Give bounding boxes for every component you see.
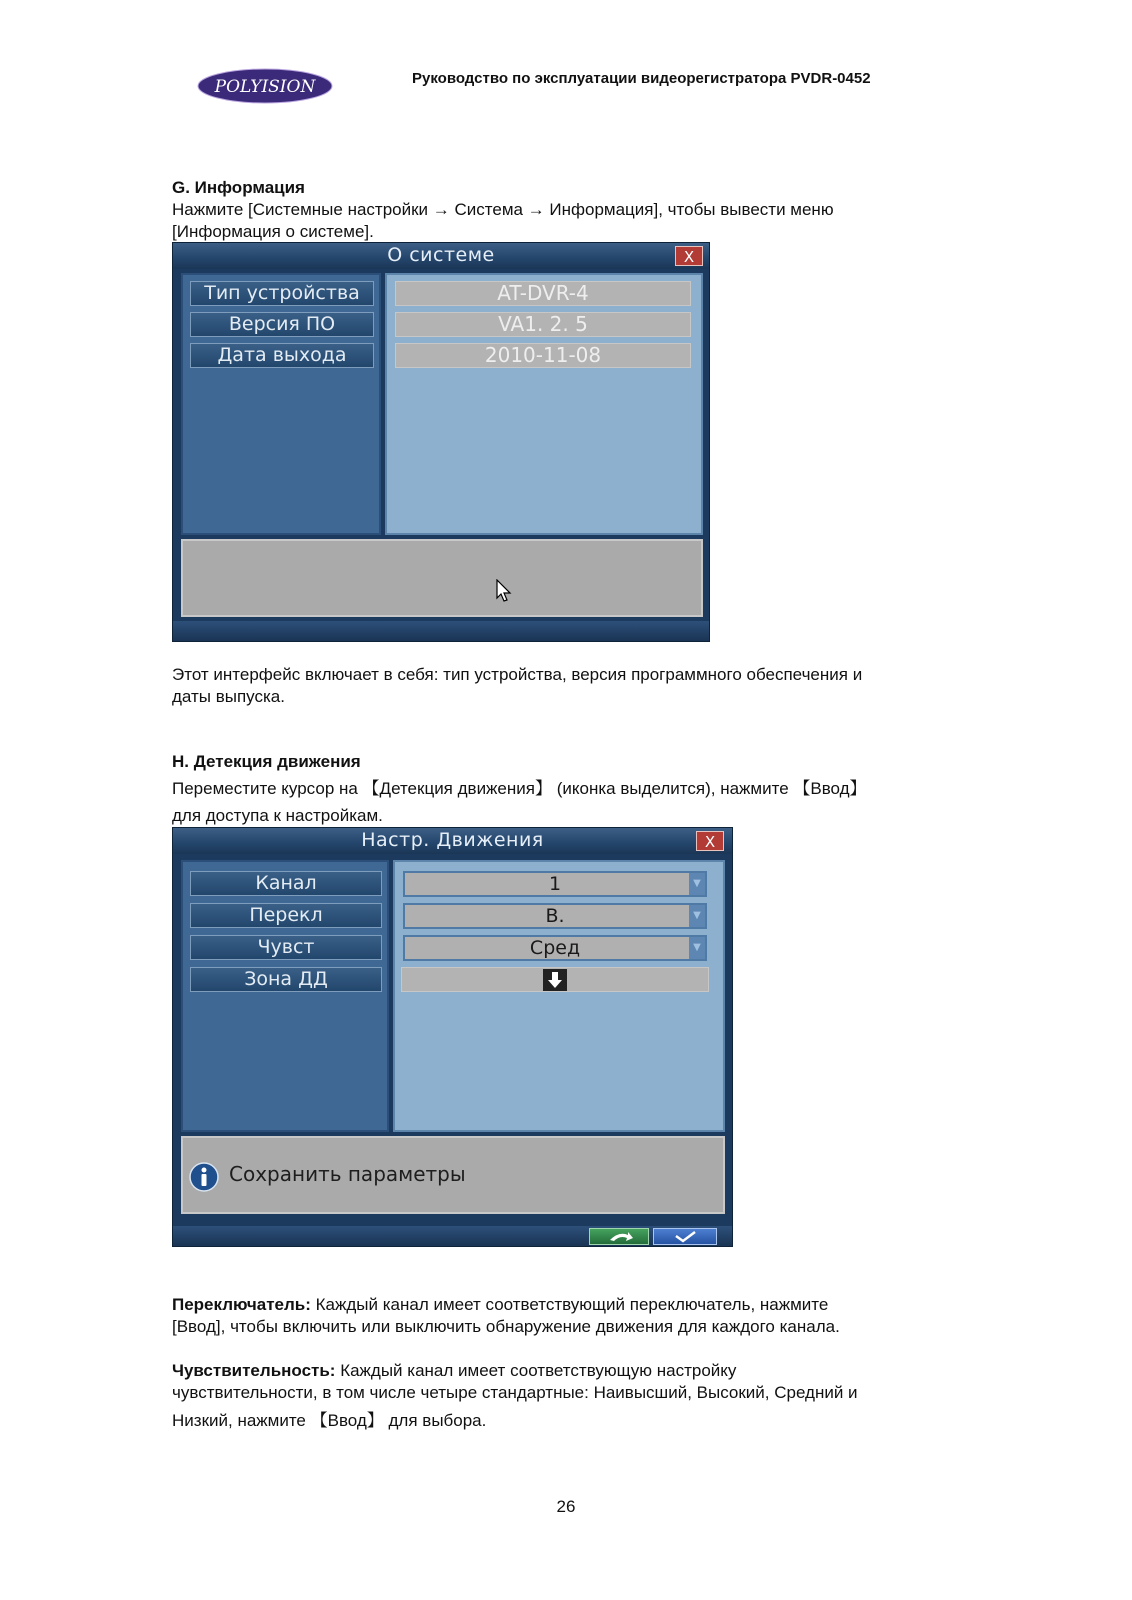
switch-line1: Каждый канал имеет соответствующий переключатель, нажмите (310, 1295, 829, 1314)
channel-value: 1 (548, 873, 562, 895)
label-sensitivity: Чувст (190, 935, 382, 960)
status-message: Сохранить параметры (229, 1162, 466, 1186)
logo-text: POLYISION (214, 77, 316, 97)
label-motion-zone: Зона ДД (190, 967, 382, 992)
switch-select[interactable] (403, 903, 707, 929)
window-titlebar (173, 828, 732, 854)
confirm-button[interactable] (653, 1228, 717, 1245)
chevron-down-icon: ▼ (689, 873, 705, 895)
value-device-type: AT-DVR-4 (395, 281, 691, 306)
sensitivity-line1: Каждый канал имеет соответствующую настройку (335, 1361, 737, 1380)
switch-value: В. (545, 905, 565, 927)
info-value-pane (385, 273, 703, 535)
window-footer-bar (173, 621, 709, 641)
value-release-date: 2010-11-08 (395, 343, 691, 368)
switch-paragraph-line2: [Ввод], чтобы включить или выключить обнаружение движения для каждого канала. (172, 1317, 840, 1336)
sensitivity-paragraph-line2: чувствительности, в том числе четыре стандартные: Наивысший, Высокий, Средний и (172, 1383, 858, 1402)
system-info-window (172, 242, 710, 642)
motion-status-pane (181, 1136, 725, 1214)
motion-zone-button[interactable] (401, 967, 709, 992)
window-footer-bar (173, 1226, 732, 1246)
window-titlebar (173, 243, 709, 269)
motion-label-pane (181, 860, 389, 1132)
sensitivity-term: Чувствительность: (172, 1361, 336, 1380)
sensitivity-paragraph-line1 (172, 1360, 736, 1382)
label-firmware-version: Версия ПО (190, 312, 374, 337)
window-title: Настр. Движения (361, 829, 544, 851)
switch-term: Переключатель: (172, 1295, 311, 1314)
section-h-text-line1: Переместите курсор на 【Детекция движения】 (иконка выделится), нажмите 【Ввод】 (172, 779, 867, 798)
label-device-type: Тип устройства (190, 281, 374, 306)
section-g-text-line2: [Информация о системе]. (172, 222, 374, 241)
header-title: Руководство по эксплуатации видеорегистратора PVDR-0452 (412, 70, 871, 87)
channel-select[interactable] (403, 871, 707, 897)
sensitivity-value: Сред (529, 937, 581, 959)
label-release-date: Дата выхода (190, 343, 374, 368)
info-icon (189, 1162, 219, 1192)
section-h-heading: H. Детекция движения (172, 752, 361, 771)
motion-settings-window (172, 827, 733, 1247)
sensitivity-paragraph-line3: Низкий, нажмите 【Ввод】 для выбора. (172, 1411, 487, 1430)
check-icon (654, 1229, 716, 1244)
undo-arrow-icon (590, 1229, 648, 1244)
arrow-down-icon (543, 969, 567, 991)
label-switch: Перекл (190, 903, 382, 928)
section-g-heading: G. Информация (172, 178, 305, 197)
window-title: О системе (387, 244, 495, 266)
section-g-text-line1: Нажмите [Системные настройки → Система → Информация], чтобы вывести меню (172, 200, 834, 219)
back-button[interactable] (589, 1228, 649, 1245)
close-button[interactable]: X (696, 831, 724, 851)
chevron-down-icon: ▼ (689, 905, 705, 927)
chevron-down-icon: ▼ (689, 937, 705, 959)
section-g-after-line2: даты выпуска. (172, 687, 285, 706)
switch-paragraph-line1 (172, 1294, 828, 1316)
info-label-pane (181, 273, 381, 535)
polyvision-logo (196, 66, 334, 106)
close-button[interactable]: X (675, 246, 703, 266)
motion-value-pane (393, 860, 725, 1132)
mouse-cursor-icon (496, 579, 512, 603)
section-g-after-line1: Этот интерфейс включает в себя: тип устройства, версия программного обеспечения и (172, 665, 863, 684)
label-channel: Канал (190, 871, 382, 896)
info-status-pane (181, 539, 703, 617)
page-number: 26 (556, 1497, 576, 1516)
section-h-text-line2: для доступа к настройкам. (172, 806, 383, 825)
value-firmware-version: VA1. 2. 5 (395, 312, 691, 337)
sensitivity-select[interactable] (403, 935, 707, 961)
